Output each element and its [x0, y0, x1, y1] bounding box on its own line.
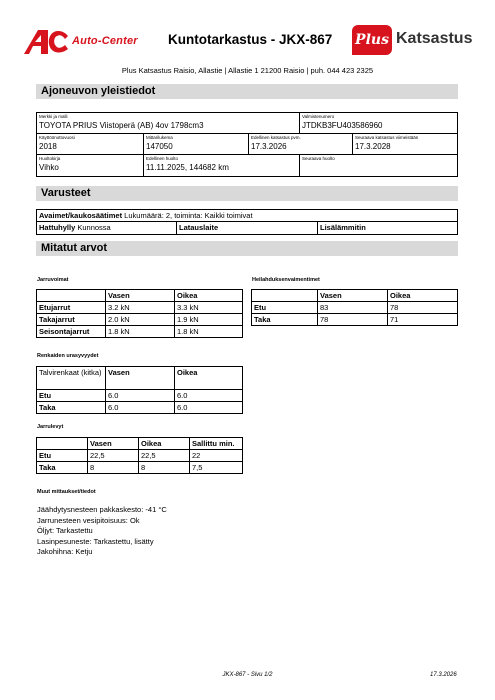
section-equipment-title: Varusteet: [36, 186, 458, 201]
page-title: Kuntotarkastus - JKX-867: [168, 32, 333, 47]
last-inspection-label: Edellinen katsastus pvm.: [251, 135, 301, 140]
table-cell: 6.0: [175, 390, 243, 402]
first-use-cell: [37, 134, 144, 154]
odometer-cell: [144, 134, 249, 154]
equipment-row: [37, 210, 457, 222]
footer-date: 17.3.2026: [430, 672, 457, 678]
table-header-cell: Oikea: [388, 290, 458, 302]
misc-line: Lasinpesuneste: Tarkastettu, lisätty: [37, 536, 154, 546]
make-model-label: Merkki ja malli: [39, 114, 68, 119]
page-number: JKX-867 - Sivu 1/2: [222, 672, 273, 678]
table-header-cell: Oikea: [175, 290, 243, 302]
tires-title: Renkaiden urasyvyydet: [37, 353, 99, 359]
table-cell: 6.0: [106, 390, 175, 402]
shocks-title: Heilahduksenvaimentimet: [252, 277, 320, 283]
table-row: [37, 402, 243, 414]
row-label: Etu: [37, 450, 88, 462]
aux-heater-label: Lisälämmitin: [320, 223, 366, 232]
table-cell: 1.9 kN: [175, 314, 243, 326]
table-header-cell: Talvirenkaat (kitka): [37, 367, 106, 390]
table-cell: 78: [388, 302, 458, 314]
keys-value: Lukumäärä: 2, toiminta: Kaikki toimivat: [122, 211, 253, 220]
next-service-cell: [300, 155, 457, 176]
table-header-cell: Oikea: [175, 367, 243, 390]
next-service-label: Seuraava huolto: [302, 156, 335, 161]
next-inspection-label: Seuraava katsastus viimeistään: [355, 135, 419, 140]
table-header-cell: Vasen: [318, 290, 388, 302]
table-row: [37, 326, 243, 338]
odometer-value: 147050: [146, 142, 173, 151]
misc-line: Jakohihna: Ketju: [37, 547, 93, 556]
table-cell: 3.2 kN: [106, 302, 175, 314]
table-row: [37, 302, 243, 314]
table-header-cell: Vasen: [106, 367, 175, 390]
table-row: [252, 302, 458, 314]
row-label: Etu: [252, 302, 318, 314]
table-cell: 2.0 kN: [106, 314, 175, 326]
brakes-table: [36, 289, 243, 338]
row-label: Seisontajarrut: [37, 326, 106, 338]
keys-label: Avaimet/kaukosäätimet: [39, 211, 123, 220]
table-cell: 7,5: [190, 462, 243, 474]
table-row: [37, 462, 243, 474]
misc-title: Muut mittaukset/tiedot: [37, 489, 96, 495]
table-cell: 8: [88, 462, 139, 474]
table-header-row: [37, 290, 243, 302]
section-general-title: Ajoneuvon yleistiedot: [36, 84, 458, 99]
table-cell: 71: [388, 314, 458, 326]
last-service-cell: [144, 155, 300, 176]
info-row: [37, 134, 457, 155]
misc-list: [37, 505, 167, 558]
make-model-cell: [37, 113, 300, 133]
table-cell: 8: [139, 462, 190, 474]
table-cell: 3.3 kN: [175, 302, 243, 314]
odometer-label: Mittarilukema: [146, 135, 173, 140]
page-header: [0, 0, 495, 80]
hat-shelf-cell: [37, 222, 177, 234]
table-cell: 1.8 kN: [175, 326, 243, 338]
last-inspection-cell: [249, 134, 353, 154]
table-header-row: [252, 290, 458, 302]
brakes-title: Jarruvoimat: [37, 277, 69, 283]
equipment-table: [36, 209, 458, 235]
auto-center-logo-text: Auto-Center: [72, 35, 138, 47]
table-header-cell: Oikea: [139, 438, 190, 450]
tires-table: [36, 366, 243, 414]
make-model-value: TOYOTA PRIUS Viistoperä (AB) 4ov 1798cm3: [39, 121, 204, 130]
table-row: [252, 314, 458, 326]
vin-value: JTDKB3FU403586960: [302, 121, 383, 130]
plus-badge: Plus: [352, 25, 392, 55]
vehicle-info-grid: [36, 112, 458, 177]
aux-heater-cell: [318, 222, 457, 234]
table-row: [37, 390, 243, 402]
table-cell: 1.8 kN: [106, 326, 175, 338]
table-header-cell: Vasen: [88, 438, 139, 450]
plus-logo-text: Katsastus: [396, 30, 473, 47]
service-book-cell: [37, 155, 144, 176]
table-header-cell: Vasen: [106, 290, 175, 302]
row-label: Takajarrut: [37, 314, 106, 326]
misc-line: Öljyt: Tarkastettu: [37, 526, 93, 535]
misc-line: Jäähdytysnesteen pakkaskesto: -41 °C: [37, 505, 167, 514]
table-row: [37, 314, 243, 326]
table-header-cell: Sallittu min.: [190, 438, 243, 450]
next-inspection-cell: [353, 134, 457, 154]
table-cell: 22,5: [88, 450, 139, 462]
service-book-value: Vihko: [39, 163, 59, 172]
row-label: Taka: [37, 462, 88, 474]
next-inspection-value: 17.3.2028: [355, 142, 391, 151]
table-cell: 22: [190, 450, 243, 462]
table-cell: 83: [318, 302, 388, 314]
table-cell: 22,5: [139, 450, 190, 462]
vin-cell: [300, 113, 457, 133]
table-header-cell: [37, 438, 88, 450]
station-info: Plus Katsastus Raisio, Allastie | Allastie 1 21200 Raisio | puh. 044 423 2325: [121, 66, 374, 75]
table-row: [37, 450, 243, 462]
discs-title: Jarrulevyt: [37, 424, 64, 430]
first-use-value: 2018: [39, 142, 57, 151]
table-header-row: [37, 367, 243, 390]
info-row: [37, 155, 457, 176]
vin-label: Valmistenumero: [302, 114, 335, 119]
hat-shelf-label: Hattuhylly: [39, 223, 76, 232]
discs-table: [36, 437, 243, 474]
charger-cell: [177, 222, 318, 234]
row-label: Etu: [37, 390, 106, 402]
plus-katsastus-logo: [352, 25, 472, 55]
auto-center-logo: [22, 28, 152, 54]
keys-cell: [37, 210, 457, 221]
row-label: Taka: [252, 314, 318, 326]
auto-center-logo-icon: [22, 28, 70, 54]
last-inspection-value: 17.3.2026: [251, 142, 287, 151]
row-label: Taka: [37, 402, 106, 414]
table-header-row: [37, 438, 243, 450]
table-header-cell: [252, 290, 318, 302]
last-service-label: Edellinen huolto: [146, 156, 179, 161]
last-service-value: 11.11.2025, 144682 km: [146, 163, 229, 172]
equipment-row: [37, 222, 457, 234]
service-book-label: Huoltokirja: [39, 156, 61, 161]
first-use-label: Käyttöönottovuosi: [39, 135, 75, 140]
info-row: [37, 113, 457, 134]
table-cell: 6.0: [106, 402, 175, 414]
row-label: Etujarrut: [37, 302, 106, 314]
table-header-cell: [37, 290, 106, 302]
shocks-table: [251, 289, 458, 326]
section-measurements-title: Mitatut arvot: [36, 241, 458, 256]
hat-shelf-value: Kunnossa: [75, 223, 111, 232]
misc-line: Jarrunesteen vesipitoisuus: Ok: [37, 515, 140, 525]
table-cell: 6.0: [175, 402, 243, 414]
table-cell: 78: [318, 314, 388, 326]
charger-label: Latauslaite: [179, 223, 219, 232]
